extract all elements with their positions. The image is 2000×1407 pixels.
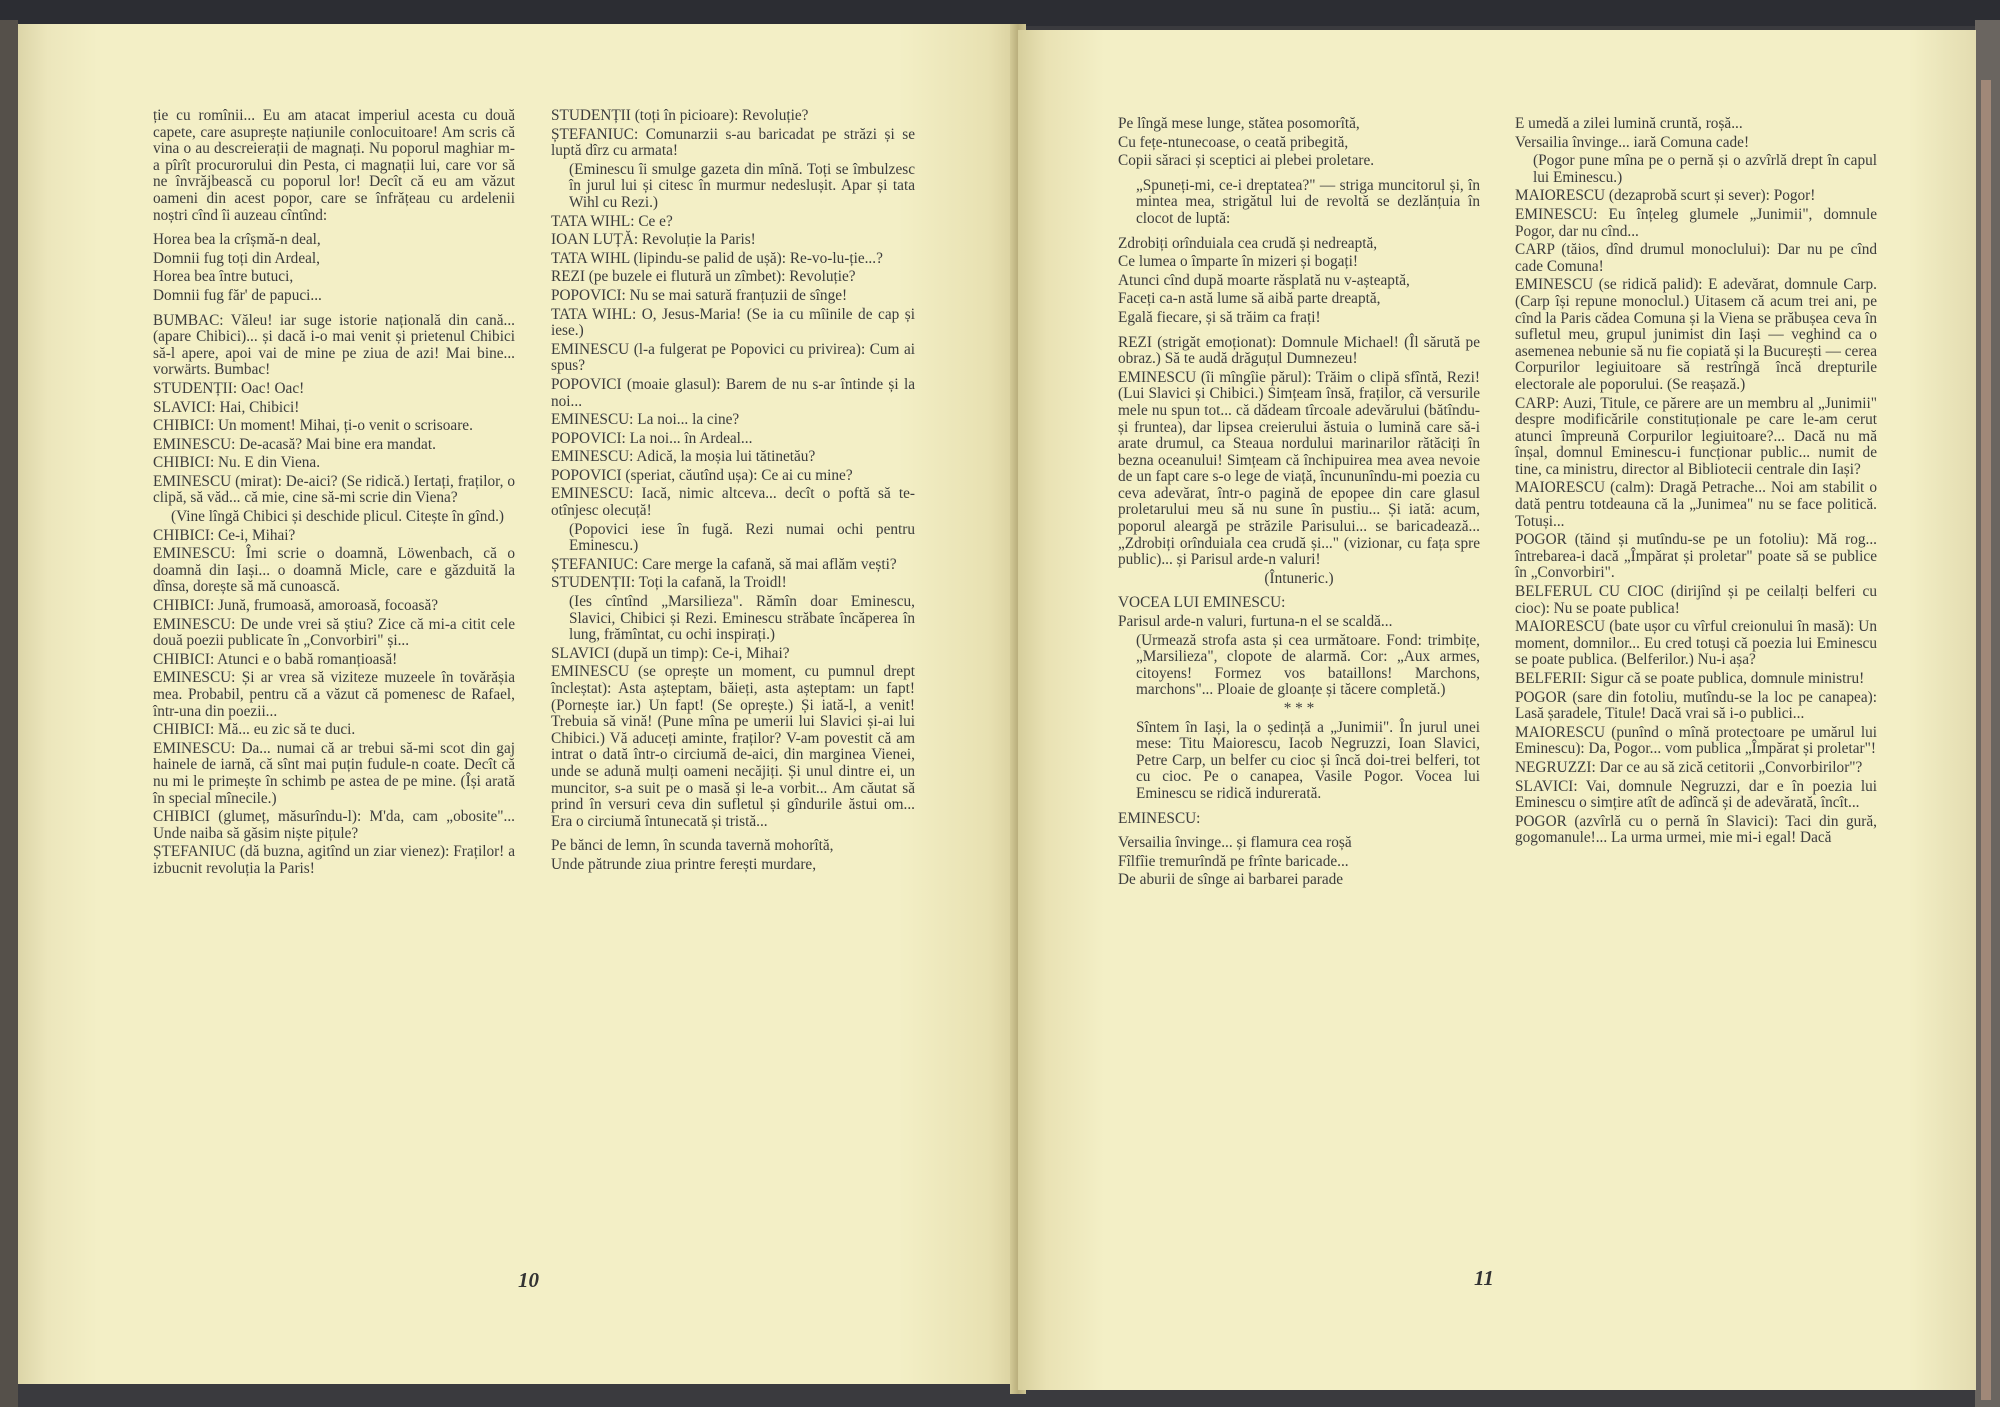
- text-paragraph: TATA WIHL (lipindu-se palid de ușă): Re-vo-lu-ție...?: [551, 249, 883, 267]
- text-paragraph: EMINESCU: Eu înțeleg glumele „Junimii", domnule Pogor, dar nu cînd...: [1515, 205, 1877, 240]
- text-paragraph: CARP (tăios, dînd drumul monoclului): Dar nu pe cînd cade Comuna!: [1515, 241, 1877, 275]
- text-paragraph: EMINESCU:: [1118, 809, 1201, 827]
- text-paragraph: EMINESCU (îi mîngîie părul): Trăim o clipă sfîntă, Rezi! (Lui Slavici și Chibici.) Simțeam însă, fraților, că versurile mele nu spun tot... că dădeam tîrcoale adevărului (bătîndu-și fruntea), dar lipsea creierului ăstuia o lumină care să-i arate drumul, ca Steaua nordului marinarilor rătăciți în bezna oceanului! Simțeam că închipuirea mea avea nevoie de un fapt care s-o lege de viață, încununîndu-mi poezia cu ceva adevărat, într-o pagină de epopee din care glasul proletarului meu să nu sune în pustiu... Și iată: acum, poporul aleargă pe străzile Parisului... se baricadează... „Zdrobiți orînduiala cea crudă și..." (vizionar, cu fața spre public)... și Parisul arde-n valuri!: [1118, 368, 1480, 569]
- text-paragraph: Faceți ca-n astă lume să aibă parte dreaptă,: [1118, 290, 1381, 308]
- text-paragraph: Horea bea între butuci,: [153, 268, 294, 286]
- text-paragraph: EMINESCU: De unde vrei să știu? Zice că mi-a citit cele două poezii publicate în „Convorbiri" și...: [153, 615, 515, 650]
- text-paragraph: CHIBICI: Ce-i, Mihai?: [153, 526, 296, 544]
- text-paragraph: ție cu romînii... Eu am atacat imperiul acesta cu două capete, care asuprește națiunile conlocuitoare! Am scris că vina o au descreierații de magnați. Nu poporul maghiar m-a pîrît procurorului din Pesta, ci magnații lui, care vor să ne învrăjbească cu poporul lor! Decît că eu am văzut oameni din acest popor, care se înfrățeau cu ardelenii noștri cînd îi auzeau cîntînd:: [153, 107, 515, 224]
- text-paragraph: (Urmează strofa asta și cea următoare. Fond: trimbițe, „Marsilieza", clopote de alarmă. Cor: „Aux armes, citoyens! Formez vos bataillons! Marchons, marchons"... Ploaie de gloanțe și tăcere completă.): [1136, 631, 1480, 699]
- text-paragraph: REZI (strigăt emoționat): Domnule Michael! (Îl sărută pe obraz.) Să te audă drăguțul Dumnezeu!: [1118, 333, 1480, 368]
- text-paragraph: STUDENȚII: Oac! Oac!: [153, 379, 305, 397]
- text-paragraph: EMINESCU (se oprește un moment, cu pumnul drept încleștat): Asta așteptam, băieți, asta așteptam: un fapt! (Pornește iar.) Un fapt! (Se oprește.) Și iată-l, a venit! Trebuia să vină! (Pune mîna pe umerii lui Slavici și-ai lui Chibici.) Vă aduceți aminte, fraților? V-am povestit că am intrat o dată într-o circiumă de-aici, din marginea Vienei, unde se adună mulți oameni necăjiți. Și unul dintre ei, un muncitor, s-a suit pe o masă și le-a vorbit... Am căutat să prind în versuri ceva din sufletul și gîndurile ăstui om... Era o circiumă întunecată și tristă...: [551, 663, 915, 830]
- text-paragraph: Versailia învinge... și flamura cea roșă: [1118, 834, 1352, 852]
- text-paragraph: TATA WIHL: O, Jesus-Maria! (Se ia cu mîinile de cap și iese.): [551, 305, 915, 340]
- book-cover-right-edge: [1975, 20, 2000, 1407]
- text-paragraph: E umedă a zilei lumină cruntă, roșă...: [1515, 115, 1743, 132]
- text-paragraph: EMINESCU: La noi... la cine?: [551, 411, 740, 429]
- text-paragraph: EMINESCU: De-acasă? Mai bine era mandat.: [153, 435, 436, 453]
- text-paragraph: SLAVICI: Vai, domnule Negruzzi, dar e în poezia lui Eminescu o simțire atît de adîncă și de adevărată, încît...: [1515, 777, 1877, 812]
- text-paragraph: * * *: [1283, 700, 1315, 717]
- text-paragraph: Fîlfîie tremurîndă pe frînte baricade...: [1118, 852, 1349, 870]
- text-paragraph: CHIBICI: Atunci e o babă romanțioasă!: [153, 650, 398, 668]
- text-paragraph: EMINESCU: Îmi scrie o doamnă, Löwenbach, că o doamnă din Iași... o doamnă Micle, care e găzduită la dînsa, dorește să mă cunoască.: [153, 545, 515, 596]
- text-paragraph: REZI (pe buzele ei flutură un zîmbet): Revoluție?: [551, 268, 856, 286]
- page-edges-stripe: [1981, 80, 1991, 1400]
- text-paragraph: Cu fețe-ntunecoase, o ceată pribegită,: [1118, 133, 1349, 151]
- text-paragraph: Horea bea la crîșmă-n deal,: [153, 231, 321, 249]
- text-paragraph: EMINESCU: Da... numai că ar trebui să-mi scot din gaj hainele de iarnă, că sînt mai puțin fudule-n coate. Decît că nu mi le primește în schimb pe astea de pe mine. (Își arată în special mînecile.): [153, 739, 515, 807]
- text-paragraph: Sîntem în Iași, la o ședință a „Junimii". În jurul unei mese: Titu Maiorescu, Iacob Negruzzi, Ioan Slavici, Petre Carp, un belfer cu cioc și încă doi-trei belferi, tot cu cioc. Pe o canapea, Vasile Pogor. Vocea lui Eminescu se ridică indurerată.: [1136, 718, 1480, 802]
- text-paragraph: EMINESCU (l-a fulgerat pe Popovici cu privirea): Cum ai spus?: [551, 340, 915, 375]
- text-paragraph: VOCEA LUI EMINESCU:: [1118, 594, 1286, 612]
- text-paragraph: ȘTEFANIUC (dă buzna, agitînd un ziar vienez): Fraților! a izbucnit revoluția la Paris!: [153, 843, 515, 877]
- page-number-right: 11: [1474, 1266, 1494, 1290]
- text-paragraph: MAIORESCU (punînd o mînă protectoare pe umărul lui Eminescu): Da, Pogor... vom publica „Împărat și proletar"!: [1515, 723, 1877, 758]
- text-paragraph: Ce lumea o împarte în mizeri și bogați!: [1118, 253, 1359, 271]
- text-paragraph: EMINESCU: Și ar vrea să viziteze muzeele în tovărășia mea. Probabil, pentru că a văzut că pomenesc de Rafael, într-una din poezii...: [153, 669, 515, 720]
- text-paragraph: Pe lîngă mese lunge, stătea posomorîtă,: [1118, 115, 1360, 132]
- text-paragraph: IOAN LUȚĂ: Revoluție la Paris!: [551, 231, 756, 249]
- text-paragraph: MAIORESCU (bate ușor cu vîrful creionului în masă): Un moment, domnilor... Eu cred totuși că poezia lui Eminescu se poate publica. (Belferilor.) Nu-i așa?: [1515, 618, 1877, 669]
- text-paragraph: (Popovici iese în fugă. Rezi numai ochi pentru Eminescu.): [569, 520, 915, 555]
- text-paragraph: Domnii fug toți din Ardeal,: [153, 249, 320, 267]
- text-paragraph: BELFERUL CU CIOC (dirijînd și pe ceilalți belferi cu cioc): Nu se poate publica!: [1515, 583, 1877, 617]
- text-paragraph: CHIBICI (glumeț, măsurîndu-l): M'da, cam „obosite"... Unde naiba să găsim niște pițule?: [153, 808, 515, 842]
- text-paragraph: POGOR (sare din fotoliu, mutîndu-se la loc pe canapea): Lasă șaradele, Titule! Dacă vrai să i-o publici...: [1515, 688, 1877, 723]
- text-paragraph: STUDENȚII (toți în picioare): Revoluție?: [551, 107, 809, 124]
- text-paragraph: CHIBICI: Un moment! Mihai, ți-o venit o scrisoare.: [153, 417, 473, 435]
- text-paragraph: MAIORESCU (dezaprobă scurt și sever): Pogor!: [1515, 187, 1816, 205]
- text-paragraph: CARP: Auzi, Titule, ce părere are un membru al „Junimii" despre modificările constituționale pe care le-am cerut atunci împreună Corpurilor legiuitoare?... Dacă nu mă înșal, domnul Eminescu-i funcționar public... numit de tine, ca ministru, director al Bibliotecii centrale din Iași?: [1515, 394, 1877, 478]
- right-page: [1018, 30, 1976, 1390]
- text-paragraph: EMINESCU (mirat): De-aici? (Se ridică.) Iertați, fraților, o clipă, să văd... că mie, cine să-mi scrie din Viena?: [153, 472, 515, 507]
- text-paragraph: POPOVICI: Nu se mai satură franțuzii de sînge!: [551, 286, 848, 304]
- text-paragraph: Egală fiecare, și să trăim ca frați!: [1118, 308, 1321, 326]
- text-paragraph: SLAVICI (după un timp): Ce-i, Mihai?: [551, 644, 790, 662]
- page-number-left: 10: [518, 1268, 539, 1292]
- text-paragraph: (Pogor pune mîna pe o pernă și o azvîrlă drept în capul lui Eminescu.): [1533, 152, 1877, 186]
- text-paragraph: Unde pătrunde ziua printre ferești murdare,: [551, 855, 817, 873]
- text-paragraph: BUMBAC: Văleu! iar suge istorie națională din cană... (apare Chibici)... și dacă i-o mai venit și prietenul Chibici să-l apere, apoi vai de mine pe ziua de azi! Mai bine... vorwärts. Bumbac!: [153, 311, 515, 379]
- text-paragraph: Domnii fug făr' de papuci...: [153, 286, 322, 304]
- text-paragraph: MAIORESCU (calm): Dragă Petrache... Noi am stabilit o dată pentru totdeauna că la „Junimea" nu se face politică. Totuși...: [1515, 479, 1877, 530]
- text-paragraph: POPOVICI (speriat, căutînd ușa): Ce ai cu mine?: [551, 466, 853, 484]
- left-page: [18, 24, 1018, 1384]
- text-paragraph: Pe bănci de lemn, în scunda tavernă mohorîtă,: [551, 837, 834, 855]
- text-paragraph: Parisul arde-n valuri, furtuna-n el se scaldă...: [1118, 613, 1393, 631]
- text-paragraph: BELFERII: Sigur că se poate publica, domnule ministru!: [1515, 670, 1865, 687]
- text-paragraph: EMINESCU: Iacă, nimic altceva... decît o poftă să te-otînjesc olecuță!: [551, 485, 915, 520]
- text-paragraph: CHIBICI: Mă... eu zic să te duci.: [153, 721, 356, 739]
- left-page-column-1: [153, 108, 515, 880]
- text-paragraph: EMINESCU: Adică, la moșia lui tătinetău?: [551, 448, 816, 466]
- text-paragraph: Copii săraci și sceptici ai plebei proletare.: [1118, 152, 1375, 170]
- text-paragraph: (Ies cîntînd „Marsilieza". Rămîn doar Eminescu, Slavici, Chibici și Rezi. Eminescu străbate încăperea în lung, frămîntat, cu ochi inspirați.): [569, 593, 915, 644]
- scan-background-top: [0, 0, 2000, 26]
- text-paragraph: POPOVICI (moaie glasul): Barem de nu s-ar întinde și la noi...: [551, 375, 915, 410]
- text-paragraph: ȘTEFANIUC: Care merge la cafană, să mai aflăm vești?: [551, 555, 897, 573]
- text-paragraph: TATA WIHL: Ce e?: [551, 212, 673, 230]
- text-paragraph: POGOR (tăind și mutîndu-se pe un fotoliu): Mă rog... întrebarea-i dacă „Împărat și proletar" poate să se publice în „Convorbiri".: [1515, 531, 1877, 582]
- left-page-column-2: [551, 108, 915, 876]
- text-paragraph: CHIBICI: Jună, frumoasă, amoroasă, focoasă?: [153, 597, 439, 615]
- text-paragraph: Versailia învinge... iară Comuna cade!: [1515, 133, 1750, 151]
- text-paragraph: (Vine lîngă Chibici și deschide plicul. Citește în gînd.): [171, 508, 505, 526]
- text-paragraph: De aburii de sînge ai barbarei parade: [1118, 871, 1344, 889]
- right-page-column-1: [1118, 116, 1480, 891]
- text-paragraph: Zdrobiți orînduiala cea crudă și nedreaptă,: [1118, 234, 1378, 252]
- text-paragraph: POPOVICI: La noi... în Ardeal...: [551, 429, 753, 447]
- text-paragraph: SLAVICI: Hai, Chibici!: [153, 398, 300, 416]
- text-paragraph: EMINESCU (se ridică palid): E adevărat, domnule Carp. (Carp își repune monoclul.) Uitasem că acum trei ani, pe cînd la Paris cădea Comuna și la Viena se prăbușea ceva în sufletul meu, grupul junimist din Iași — veghind ca o asemenea nebunie să nu fie copiată și la București — cerea Corpurilor legiuitoare să restrîngă încă drepturile electorale ale poporului. (Se reașază.): [1515, 276, 1877, 393]
- right-page-column-2: [1515, 116, 1877, 849]
- text-paragraph: CHIBICI: Nu. E din Viena.: [153, 454, 321, 472]
- text-paragraph: „Spuneți-mi, ce-i dreptatea?" — striga muncitorul și, în mintea mea, strigătul lui de revoltă se dezlănțuia în clocot de luptă:: [1136, 176, 1480, 227]
- book-cover-left-edge: [0, 20, 18, 1407]
- text-paragraph: STUDENȚII: Toți la cafană, la Troidl!: [551, 574, 787, 592]
- text-paragraph: (Eminescu îi smulge gazeta din mînă. Toți se îmbulzesc în jurul lui și citesc în murmur nedeslușit. Apar și tata Wihl cu Rezi.): [569, 160, 915, 211]
- text-paragraph: (Întuneric.): [1264, 569, 1334, 587]
- text-paragraph: NEGRUZZI: Dar ce au să zică cetitorii „Convorbirilor"?: [1515, 758, 1863, 776]
- text-paragraph: POGOR (azvîrlă cu o pernă în Slavici): Taci din gură, gogomanule!... La urma urmei, mie mi-i egal! Dacă: [1515, 812, 1877, 847]
- text-paragraph: Atunci cînd după moarte răsplată nu v-așteaptă,: [1118, 271, 1410, 289]
- text-paragraph: ȘTEFANIUC: Comunarzii s-au baricadat pe străzi și se luptă dîrz cu armata!: [551, 125, 915, 160]
